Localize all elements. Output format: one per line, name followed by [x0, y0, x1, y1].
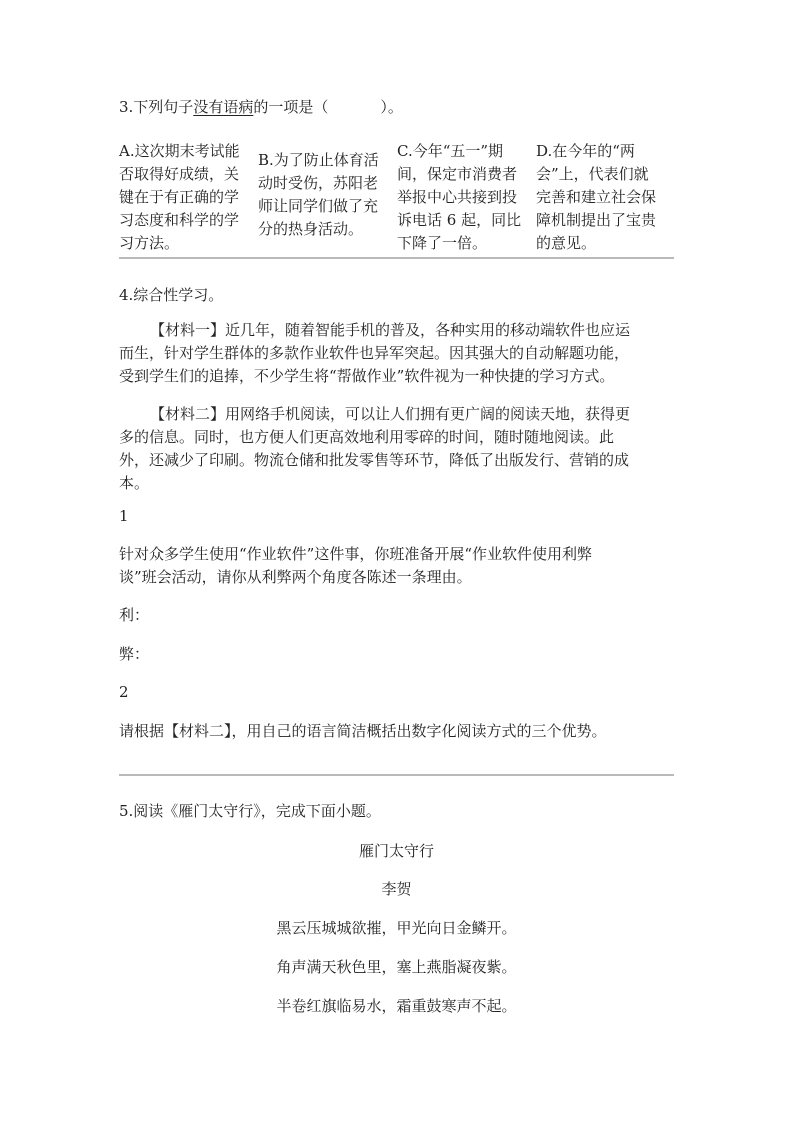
material2-line: 多的信息。同时，也方便人们更高效地利用零碎的时间，随时随地阅读。此: [119, 428, 615, 446]
section-divider: [119, 774, 674, 776]
option-line: C.今年“五一”期: [397, 142, 504, 160]
pro-answer-area[interactable]: [150, 605, 670, 625]
poem-line: 半卷红旗临易水，霜重鼓寒声不起。: [276, 997, 517, 1015]
option-line: 习方法。: [119, 234, 180, 252]
sub-question-number: 2: [119, 683, 129, 701]
poem-line: 角声满天秋色里，塞上燕脂凝夜紫。: [276, 958, 517, 976]
con-answer-area[interactable]: [150, 644, 670, 664]
con-label: 弊：: [119, 645, 150, 663]
material1-line: 【材料一】近几年，随着智能手机的普及，各种实用的移动端软件也应运: [150, 321, 631, 339]
option-line: 师让同学们做了充: [258, 197, 379, 215]
option-line: A.这次期末考试能: [119, 142, 240, 160]
q3-underlined: 没有语病: [193, 98, 254, 116]
sub2-text: 请根据【材料二】，用自己的语言简洁概括出数字化阅读方式的三个优势。: [119, 722, 607, 740]
sub1-text-line: 针对众多学生使用“作业软件”这件事，你班准备开展“作业软件使用利弊: [119, 545, 593, 563]
q3-option-a[interactable]: [119, 140, 240, 255]
option-line: 会”上，代表们就: [536, 165, 649, 183]
q3-option-b[interactable]: [258, 149, 379, 241]
option-line: 分的热身活动。: [258, 220, 364, 238]
option-line: 诉电话 6 起，同比: [397, 211, 522, 229]
sub1-text-line: 谈”班会活动，请你从利弊两个角度各陈述一条理由。: [119, 568, 472, 586]
option-line: 的意见。: [536, 234, 597, 252]
material1-line: 受到学生们的追捧，不少学生将“帮做作业”软件视为一种快捷的学习方式。: [119, 367, 615, 385]
pro-label: 利：: [119, 606, 150, 624]
material1-line: 而生，针对学生群体的多款作业软件也异军突起。因其强大的自动解题功能，: [119, 344, 630, 362]
poem-title: 雁门太守行: [358, 842, 434, 860]
option-line: 障机制提出了宝贵: [536, 211, 657, 229]
material2-line: 外，还减少了印刷。物流仓储和批发零售等环节，降低了出版发行、营销的成: [119, 451, 630, 469]
poem-line: 黑云压城城欲摧，甲光向日金鳞开。: [276, 919, 517, 937]
material2-line: 【材料二】用网络手机阅读，可以让人们拥有更广阔的阅读天地，获得更: [150, 405, 631, 423]
section-divider: [119, 257, 674, 259]
q3-prefix: 3.下列句子: [119, 98, 194, 116]
q4-title: 4.综合性学习。: [119, 286, 224, 304]
q3-suffix: 的一项是（: [253, 98, 329, 116]
material2-line: 本。: [119, 474, 150, 492]
q3-option-d[interactable]: [536, 140, 656, 255]
option-line: 否取得好成绩，关: [119, 165, 240, 183]
option-line: 间，保定市消费者: [397, 165, 518, 183]
option-line: 举报中心共接到投: [397, 188, 518, 206]
poem-author: 李贺: [381, 880, 412, 898]
option-line: 下降了一倍。: [397, 234, 488, 252]
option-line: 完善和建立社会保: [536, 188, 657, 206]
option-line: 键在于有正确的学: [119, 188, 240, 206]
sub-question-number: 1: [119, 507, 129, 525]
option-line: 动时受伤，苏阳老: [258, 174, 379, 192]
q5-title: 5.阅读《雁门太守行》，完成下面小题。: [119, 802, 381, 820]
option-line: 习态度和科学的学: [119, 211, 240, 229]
option-line: B.为了防止体育活: [258, 151, 379, 169]
q3-end: ）。: [380, 98, 403, 116]
option-line: D.在今年的“两: [536, 142, 635, 160]
q3-stem: [119, 97, 403, 117]
q3-option-c[interactable]: [397, 140, 521, 255]
